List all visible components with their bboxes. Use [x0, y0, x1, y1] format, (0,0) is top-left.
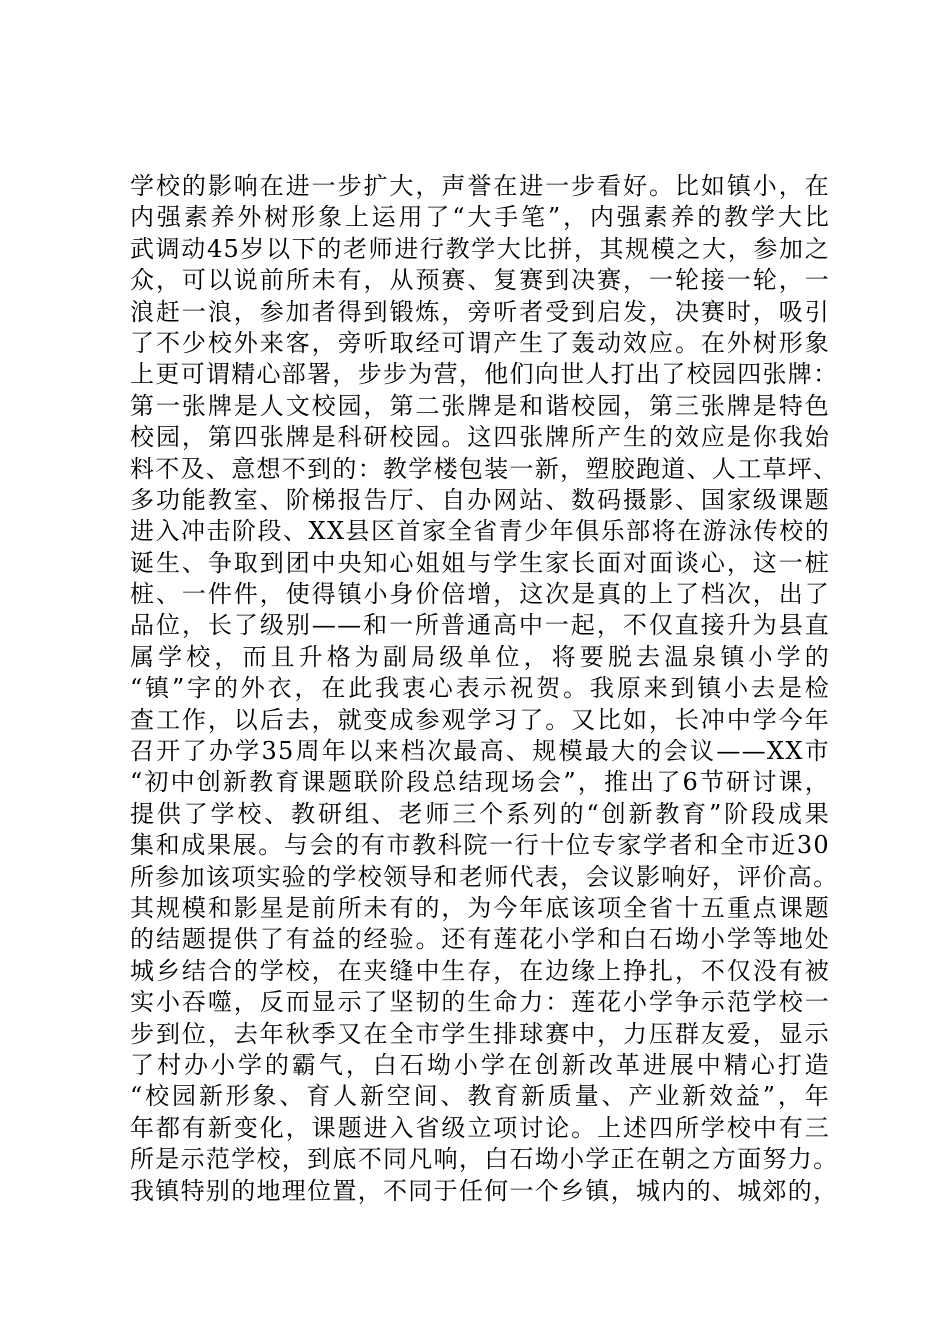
text-line: 城乡结合的学校，在夹缝中生存，在边缘上挣扎，不仅没有被: [130, 956, 830, 985]
text-line: 了村办小学的霸气，白石坳小学在创新改革进展中精心打造: [130, 1050, 830, 1079]
text-line: 我镇特别的地理位置，不同于任何一个乡镇，城内的、城郊的，: [130, 1176, 839, 1205]
text-line: 内强素养外树形象上运用了“大手笔”，内强素养的教学大比: [130, 203, 830, 232]
text-line: 集和成果展。与会的有市教科院一行十位专家学者和全市近30: [130, 831, 830, 860]
text-line: 校园，第四张牌是科研校园。这四张牌所产生的效应是你我始: [130, 423, 830, 452]
text-line: 所是示范学校，到底不同凡响，白石坳小学正在朝之方面努力。: [130, 1145, 839, 1174]
text-line: “初中创新教育课题联阶段总结现场会”，推出了6节研讨课，: [130, 768, 830, 797]
text-line: 进入冲击阶段、XX县区首家全省青少年俱乐部将在游泳传校的: [130, 517, 830, 546]
text-line: 了不少校外来客，旁听取经可谓产生了轰动效应。在外树形象: [130, 328, 830, 357]
text-line: 查工作，以后去，就变成参观学习了。又比如，长冲中学今年: [130, 705, 830, 734]
text-line: 上更可谓精心部署，步步为营，他们向世人打出了校园四张牌：: [130, 360, 839, 389]
text-line: 步到位，去年秋季又在全市学生排球赛中，力压群友爱，显示: [130, 1019, 830, 1048]
text-line: “校园新形象、育人新空间、教育新质量、产业新效益”，年: [130, 1082, 830, 1111]
text-line: “镇”字的外衣，在此我衷心表示祝贺。我原来到镇小去是检: [130, 674, 830, 703]
text-line: 诞生、争取到团中央知心姐姐与学生家长面对面谈心，这一桩: [130, 548, 830, 577]
text-line: 属学校，而且升格为副局级单位，将要脱去温泉镇小学的: [130, 642, 830, 671]
text-line: 年都有新变化，课题进入省级立项讨论。上述四所学校中有三: [130, 1113, 830, 1142]
text-line: 实小吞噬，反而显示了坚韧的生命力：莲花小学争示范学校一: [130, 988, 830, 1017]
text-line: 第一张牌是人文校园，第二张牌是和谐校园，第三张牌是特色: [130, 391, 830, 420]
text-line: 学校的影响在进一步扩大，声誉在进一步看好。比如镇小，在: [130, 172, 830, 200]
text-line: 提供了学校、教研组、老师三个系列的“创新教育”阶段成果: [130, 799, 830, 828]
text-line: 桩、一件件，使得镇小身价倍增，这次是真的上了档次，出了: [130, 580, 830, 609]
text-line: 召开了办学35周年以来档次最高、规模最大的会议——XX市: [130, 737, 830, 766]
body-text: [130, 171, 839, 1207]
text-line: 的结题提供了有益的经验。还有莲花小学和白石坳小学等地处: [130, 925, 830, 954]
text-line: 所参加该项实验的学校领导和老师代表，会议影响好，评价高。: [130, 862, 839, 891]
text-line: 其规模和影星是前所未有的，为今年底该项全省十五重点课题: [130, 893, 830, 922]
text-line: 浪赶一浪，参加者得到锻炼，旁听者受到启发，决赛时，吸引: [130, 297, 830, 326]
text-line: 品位，长了级别——和一所普通高中一起，不仅直接升为县直: [130, 611, 830, 640]
text-line: 武调动45岁以下的老师进行教学大比拼，其规模之大，参加之: [130, 234, 830, 263]
text-line: 料不及、意想不到的：教学楼包装一新，塑胶跑道、人工草坪、: [130, 454, 839, 483]
text-line: 多功能教室、阶梯报告厅、自办网站、数码摄影、国家级课题: [130, 485, 830, 514]
text-line: 众，可以说前所未有，从预赛、复赛到决赛，一轮接一轮，一: [130, 266, 830, 295]
